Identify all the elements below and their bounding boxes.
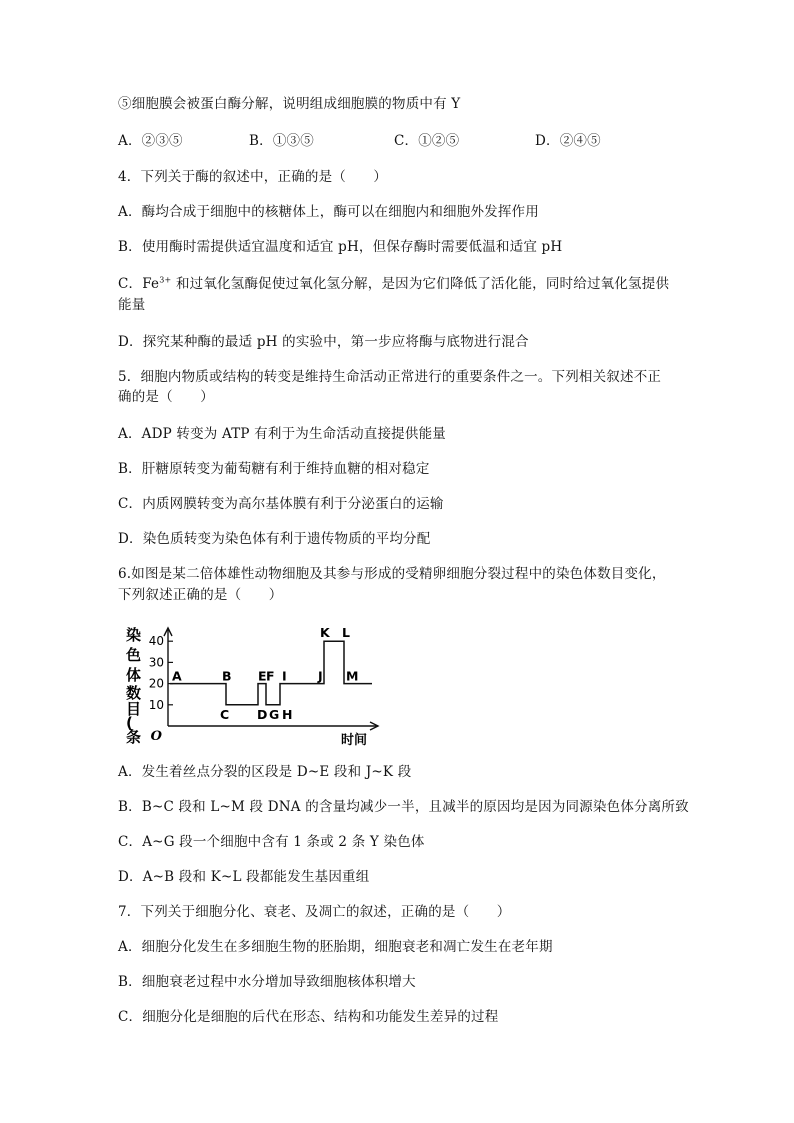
ylabel-char-5: 目 [126,700,142,718]
q4c-superscript: 3+ [159,275,172,285]
point-label-f: F [266,668,275,684]
q7-option-b[interactable]: B．细胞衰老过程中水分增加导致细胞核体积增大 [118,974,416,990]
q7-option-a[interactable]: A．细胞分化发生在多细胞生物的胚胎期，细胞衰老和凋亡发生在老年期 [118,939,553,955]
ylabel-char-2: 色 [126,646,142,664]
x-axis-label: 时间 [340,733,368,748]
q3-option-d[interactable]: D．②④⑤ [535,133,601,149]
chromosome-chart [118,620,398,750]
point-label-j: J [318,668,323,684]
point-label-i: I [282,668,287,684]
q7-option-c[interactable]: C．细胞分化是细胞的后代在形态、结构和功能发生差异的过程 [118,1009,499,1025]
q4-option-b[interactable]: B．使用酶时需提供适宜温度和适宜 pH，但保存酶时需要低温和适宜 pH [118,239,563,255]
point-label-g: G [269,706,280,722]
q5-stem-2: 确的是（ ） [118,389,214,405]
q4-stem: 4．下列关于酶的叙述中，正确的是（ ） [118,169,388,185]
q6-stem-2: 下列叙述正确的是（ ） [118,587,283,603]
q4-option-a[interactable]: A．酶均合成于细胞中的核糖体上，酶可以在细胞内和细胞外发挥作用 [118,204,539,220]
point-label-k: K [320,625,330,641]
q4c-text: 和过氧化氢酶促使过氧化氢分解，是因为它们降低了活化能，同时给过氧化氢提供 [175,276,670,292]
origin-label: O [150,729,162,744]
q4-option-c[interactable] [118,276,669,292]
ylabel-char-6: ( [126,714,133,732]
point-label-l: L [342,625,350,641]
y-tick-label: 20 [148,676,164,691]
q6-stem-1: 6.如图是某二倍体雄性动物细胞及其参与形成的受精卵细胞分裂过程中的染色体数目变化， [118,566,666,582]
plot-area [149,625,378,748]
point-label-a: A [172,668,182,684]
q5-option-d[interactable]: D．染色质转变为染色体有利于遗传物质的平均分配 [118,531,431,547]
q3-statement-5: ⑤细胞膜会被蛋白酶分解，说明组成细胞膜的物质中有 Y [118,96,461,112]
q5-stem-1: 5．细胞内物质或结构的转变是维持生命活动正常进行的重要条件之一。下列相关叙述不正 [118,369,662,385]
y-tick-label: 10 [148,697,164,712]
q3-options [118,133,678,149]
q6-option-d[interactable]: D．A~B 段和 K~L 段都能发生基因重组 [118,869,370,885]
point-label-d: D [257,706,268,722]
ylabel-char-7: 条 [126,728,142,746]
ylabel-char-1: 染 [126,626,142,644]
y-axis-label [125,626,141,746]
q4-option-c-cont: 能量 [118,297,146,313]
ylabel-char-3: 体 [126,666,142,684]
point-label-e: E [258,668,267,684]
ylabel-char-4: 数 [126,684,142,702]
q3-option-b[interactable]: B．①③⑤ [249,133,314,149]
point-label-b: B [222,668,232,684]
q5-option-c[interactable]: C．内质网膜转变为高尔基体膜有利于分泌蛋白的运输 [118,496,444,512]
q6-option-b[interactable]: B．B~C 段和 L~M 段 DNA 的含量均减少一半，且减半的原因均是因为同源染色体分离所致 [118,799,689,815]
q6-option-a[interactable]: A．发生着丝点分裂的区段是 D~E 段和 J~K 段 [118,764,412,780]
q4c-prefix: C．Fe [118,276,160,292]
q4-option-d[interactable]: D．探究某种酶的最适 pH 的实验中，第一步应将酶与底物进行混合 [118,334,529,350]
q6-option-c[interactable]: C．A~G 段一个细胞中含有 1 条或 2 条 Y 染色体 [118,834,425,850]
q7-stem: 7．下列关于细胞分化、衰老、及凋亡的叙述，正确的是（ ） [118,904,511,920]
point-label-c: C [220,706,230,722]
y-tick-label: 40 [148,634,164,649]
point-label-h: H [282,706,293,722]
q5-option-b[interactable]: B．肝糖原转变为葡萄糖有利于维持血糖的相对稳定 [118,461,430,477]
q3-option-a[interactable]: A．②③⑤ [118,133,183,149]
y-tick-label: 30 [148,655,164,670]
point-label-m: M [346,668,359,684]
q3-option-c[interactable]: C．①②⑤ [394,133,460,149]
q5-option-a[interactable]: A．ADP 转变为 ATP 有利于为生命活动直接提供能量 [118,426,446,442]
